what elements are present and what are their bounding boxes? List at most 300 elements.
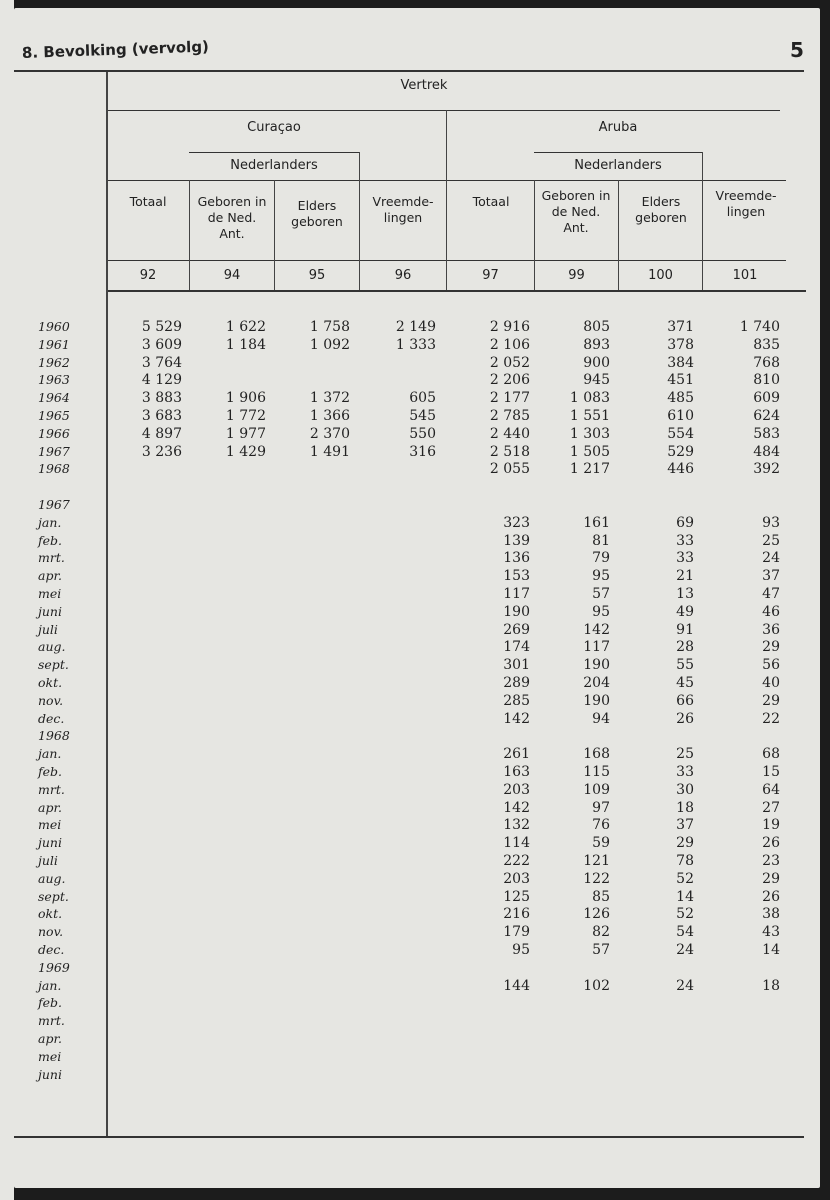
table-cell (280, 1012, 350, 1030)
row-label: jan. (38, 977, 62, 993)
table-cell: 384 (667, 354, 694, 371)
table-cell (112, 603, 182, 621)
table-row (14, 656, 820, 674)
table-cell (112, 763, 182, 781)
table-cell: 2 206 (489, 372, 530, 389)
table-cell (280, 514, 350, 532)
table-cell (112, 727, 182, 745)
row-label: 1963 (38, 372, 70, 388)
table-cell: 285 (503, 692, 530, 709)
table-cell (366, 1030, 436, 1048)
row-label: 1961 (38, 336, 70, 352)
table-cell (196, 621, 266, 639)
table-cell: 49 (676, 603, 694, 620)
table-cell: 132 (503, 817, 530, 834)
table-cell (280, 977, 350, 995)
table-cell: 91 (676, 621, 694, 638)
table-cell (280, 1048, 350, 1066)
table-cell: 18 (676, 799, 694, 816)
table-cell (280, 941, 350, 959)
table-cell (366, 763, 436, 781)
table-cell: 95 (592, 603, 610, 620)
table-cell (196, 371, 266, 389)
table-cell: 14 (762, 942, 780, 958)
table-cell (112, 799, 182, 817)
table-cell: 485 (667, 390, 694, 407)
table-cell (196, 674, 266, 692)
table-cell (540, 1012, 610, 1030)
table-row (14, 905, 820, 923)
table-cell (280, 870, 350, 888)
table-cell (710, 994, 780, 1012)
table-cell: 222 (503, 853, 530, 869)
table-cell: 900 (583, 354, 610, 371)
table-row (14, 745, 820, 763)
table-cell: 153 (503, 568, 530, 585)
table-row (14, 923, 820, 941)
table-cell (196, 941, 266, 959)
table-cell (460, 727, 530, 745)
table-cell (366, 905, 436, 923)
table-cell (112, 674, 182, 692)
row-label: 1967 (38, 443, 70, 459)
table-cell (280, 567, 350, 585)
table-cell (366, 478, 436, 496)
row-label: juli (38, 621, 58, 637)
row-label: okt. (38, 906, 63, 922)
table-cell (366, 745, 436, 763)
table-cell (196, 1048, 266, 1066)
table-cell (710, 1030, 780, 1048)
table-cell (196, 710, 266, 728)
table-cell (366, 514, 436, 532)
table-cell: 1 758 (309, 319, 350, 335)
table-cell: 2 055 (489, 461, 530, 478)
table-cell (280, 532, 350, 550)
table-cell: 43 (762, 924, 780, 941)
table-cell (112, 710, 182, 728)
table-row (14, 478, 820, 496)
table-cell: 25 (676, 746, 694, 763)
table-cell (366, 959, 436, 977)
table-cell (366, 1012, 436, 1030)
table-row (14, 549, 820, 567)
table-cell (280, 959, 350, 977)
table-cell (196, 478, 266, 496)
table-cell (280, 923, 350, 941)
table-cell (624, 727, 694, 745)
table-cell: 23 (762, 853, 780, 869)
table-cell (280, 621, 350, 639)
table-cell (710, 1048, 780, 1066)
table-cell (460, 496, 530, 514)
table-cell (112, 994, 182, 1012)
table-cell: 3 764 (141, 354, 182, 371)
document-page (14, 8, 820, 1188)
header-elders-aru: Elders geboren (635, 194, 687, 225)
table-cell (366, 638, 436, 656)
table-cell (112, 888, 182, 906)
table-cell (366, 994, 436, 1012)
table-cell: 85 (592, 888, 610, 905)
row-label: 1965 (38, 408, 70, 423)
table-cell (460, 1066, 530, 1084)
table-cell: 554 (667, 425, 694, 442)
table-cell (540, 727, 610, 745)
table-cell: 29 (762, 692, 780, 709)
table-cell: 261 (503, 746, 530, 763)
table-cell: 142 (503, 710, 530, 727)
table-cell: 1 333 (395, 336, 436, 353)
table-cell (112, 460, 182, 478)
table-cell (112, 959, 182, 977)
table-cell: 1 740 (739, 319, 780, 335)
table-cell (280, 852, 350, 870)
table-cell: 26 (762, 888, 780, 905)
row-label (38, 478, 98, 496)
table-row (14, 407, 820, 425)
table-cell: 45 (676, 675, 694, 691)
table-cell (280, 674, 350, 692)
table-row (14, 799, 820, 817)
table-cell: 19 (762, 817, 780, 834)
table-cell (196, 656, 266, 674)
table-cell: 79 (592, 550, 610, 567)
table-cell (112, 621, 182, 639)
table-cell (366, 852, 436, 870)
table-cell: 2 370 (309, 425, 350, 442)
table-cell: 1 217 (569, 461, 610, 478)
table-cell: 168 (583, 746, 610, 763)
table-cell (280, 1030, 350, 1048)
table-row (14, 1030, 820, 1048)
table-cell: 378 (667, 336, 694, 353)
table-cell (280, 354, 350, 372)
table-cell (196, 1030, 266, 1048)
table-cell (366, 656, 436, 674)
row-label: juli (38, 853, 58, 868)
table-cell: 117 (503, 586, 530, 602)
table-cell: 1 083 (569, 390, 610, 407)
table-row (14, 638, 820, 656)
table-cell (112, 692, 182, 710)
table-cell: 115 (583, 764, 610, 780)
table-cell: 5 529 (141, 319, 182, 335)
table-cell: 24 (762, 550, 780, 567)
row-label: feb. (38, 995, 62, 1011)
table-cell: 371 (667, 319, 694, 335)
table-cell: 550 (409, 425, 436, 442)
row-label: dec. (38, 942, 65, 957)
table-cell (112, 656, 182, 674)
table-cell (366, 585, 436, 603)
table-cell (196, 977, 266, 995)
table-cell: 52 (676, 870, 694, 887)
table-cell (280, 1066, 350, 1084)
table-cell: 3 609 (141, 336, 182, 353)
table-cell (196, 870, 266, 888)
table-cell (112, 1048, 182, 1066)
table-cell (366, 371, 436, 389)
table-cell (366, 816, 436, 834)
table-cell: 392 (753, 461, 780, 478)
row-label: mrt. (38, 550, 65, 566)
table-cell (112, 585, 182, 603)
table-row (14, 888, 820, 906)
table-cell (112, 834, 182, 852)
row-label: nov. (38, 924, 64, 940)
table-cell (196, 638, 266, 656)
table-cell (366, 870, 436, 888)
table-row (14, 443, 820, 461)
table-row (14, 710, 820, 728)
table-cell: 33 (676, 532, 694, 549)
table-cell: 1 622 (225, 319, 266, 335)
table-cell: 301 (503, 657, 530, 674)
table-cell: 190 (583, 657, 610, 674)
table-cell: 3 683 (141, 408, 182, 424)
table-cell: 38 (762, 906, 780, 923)
table-cell: 2 177 (489, 390, 530, 407)
table-cell (540, 496, 610, 514)
table-cell (280, 656, 350, 674)
table-cell: 3 236 (141, 443, 182, 460)
table-cell (540, 994, 610, 1012)
table-cell (112, 905, 182, 923)
table-row (14, 727, 820, 745)
col-number: 97 (482, 268, 499, 283)
table-cell (624, 1030, 694, 1048)
table-cell: 25 (762, 532, 780, 549)
table-cell (366, 532, 436, 550)
table-cell: 1 505 (569, 443, 610, 460)
header-vertrek: Vertrek (400, 78, 448, 93)
table-cell (366, 941, 436, 959)
table-cell: 190 (503, 603, 530, 620)
table-cell (112, 941, 182, 959)
table-cell: 316 (409, 443, 436, 460)
table-cell (196, 905, 266, 923)
table-cell (460, 1048, 530, 1066)
row-label: jan. (38, 514, 62, 530)
page-number: 5 (790, 38, 804, 62)
table-cell (112, 638, 182, 656)
table-cell (196, 532, 266, 550)
col-number: 95 (308, 268, 326, 283)
table-cell: 37 (676, 817, 694, 834)
table-cell: 97 (592, 799, 610, 816)
header-totaal-cur: Totaal (129, 194, 167, 209)
table-cell: 1 977 (225, 425, 266, 442)
table-cell (460, 1030, 530, 1048)
table-cell (196, 1066, 266, 1084)
row-label: mei (38, 1048, 62, 1064)
table-cell: 2 149 (395, 319, 436, 335)
table-cell (196, 959, 266, 977)
row-label: nov. (38, 692, 64, 708)
table-cell (196, 692, 266, 710)
row-label: 1968 (38, 728, 70, 744)
table-row (14, 692, 820, 710)
table-cell (366, 621, 436, 639)
table-cell: 179 (503, 924, 530, 941)
table-cell: 54 (676, 924, 694, 941)
table-row (14, 870, 820, 888)
header-geboren-aru: Geboren in de Ned. Ant. (541, 188, 611, 235)
table-row (14, 354, 820, 372)
table-cell (624, 1048, 694, 1066)
table-cell: 545 (409, 408, 436, 424)
table-cell (112, 816, 182, 834)
table-cell: 142 (503, 799, 530, 816)
table-cell: 125 (503, 888, 530, 905)
table-cell: 52 (676, 906, 694, 923)
table-cell (366, 781, 436, 799)
table-cell (196, 727, 266, 745)
table-cell (280, 888, 350, 906)
table-cell: 269 (503, 621, 530, 638)
table-cell (366, 834, 436, 852)
table-cell (112, 496, 182, 514)
table-cell: 835 (753, 336, 780, 353)
table-cell: 446 (667, 461, 694, 478)
table-cell (280, 727, 350, 745)
table-cell (196, 834, 266, 852)
table-cell: 139 (503, 532, 530, 549)
table-cell: 26 (762, 835, 780, 852)
table-cell (196, 799, 266, 817)
table-cell (280, 496, 350, 514)
table-cell (112, 977, 182, 995)
table-cell (196, 514, 266, 532)
table-cell: 451 (667, 372, 694, 389)
header-nederlanders-cur: Nederlanders (230, 158, 318, 173)
table-cell (196, 585, 266, 603)
table-cell: 93 (762, 514, 780, 531)
table-cell (366, 460, 436, 478)
table-cell (366, 710, 436, 728)
table-cell: 1 092 (309, 336, 350, 353)
table-cell: 114 (503, 835, 530, 852)
table-cell (624, 1066, 694, 1084)
table-row (14, 1066, 820, 1084)
row-label: feb. (38, 764, 62, 779)
row-label: 1969 (38, 959, 70, 975)
table-cell (366, 496, 436, 514)
table-row (14, 674, 820, 692)
table-cell: 109 (583, 781, 610, 798)
table-cell (196, 888, 266, 906)
row-label: 1967 (38, 497, 70, 512)
table-row (14, 585, 820, 603)
table-cell (624, 496, 694, 514)
top-rule (14, 70, 804, 72)
table-row (14, 941, 820, 959)
header-geboren-cur: Geboren in de Ned. Ant. (197, 194, 267, 241)
table-cell (280, 710, 350, 728)
row-label: 1962 (38, 354, 70, 370)
table-cell: 1 366 (309, 408, 350, 424)
table-cell (280, 585, 350, 603)
row-label: mrt. (38, 781, 65, 797)
table-cell (460, 478, 530, 496)
row-label: juni (38, 603, 62, 619)
table-cell (710, 1066, 780, 1084)
table-row (14, 514, 820, 532)
table-cell (280, 603, 350, 621)
table-cell: 94 (592, 710, 610, 727)
table-cell (112, 1030, 182, 1048)
table-cell (366, 674, 436, 692)
table-cell: 2 785 (489, 408, 530, 424)
table-row (14, 389, 820, 407)
table-cell: 161 (583, 514, 610, 531)
table-row (14, 460, 820, 478)
table-cell: 68 (762, 746, 780, 763)
table-cell: 15 (762, 764, 780, 780)
table-cell (366, 977, 436, 995)
table-cell: 2 052 (489, 354, 530, 371)
table-cell: 24 (676, 977, 694, 994)
table-cell (366, 603, 436, 621)
table-cell (460, 959, 530, 977)
table-cell: 605 (409, 390, 436, 407)
table-cell (196, 781, 266, 799)
table-cell (112, 852, 182, 870)
table-cell: 37 (762, 568, 780, 585)
table-cell (112, 1012, 182, 1030)
row-label: apr. (38, 799, 63, 815)
row-label: apr. (38, 568, 63, 584)
table-cell: 1 429 (225, 443, 266, 460)
table-cell (196, 567, 266, 585)
table-cell: 583 (753, 425, 780, 442)
table-cell (366, 727, 436, 745)
row-label: aug. (38, 870, 66, 886)
table-cell (540, 959, 610, 977)
table-cell: 22 (762, 710, 780, 727)
table-row (14, 567, 820, 585)
header-vreemdelingen-aru: Vreemde-lingen (715, 188, 777, 219)
table-cell: 95 (592, 568, 610, 585)
table-cell (624, 478, 694, 496)
table-cell: 163 (503, 764, 530, 780)
table-cell (112, 870, 182, 888)
table-cell: 1 372 (309, 390, 350, 407)
table-cell: 57 (592, 586, 610, 602)
col-number: 96 (394, 268, 412, 283)
table-cell (196, 923, 266, 941)
table-cell (366, 1048, 436, 1066)
table-cell: 2 518 (489, 443, 530, 460)
table-cell: 29 (762, 639, 780, 656)
col-number: 101 (732, 268, 758, 283)
table-cell: 1 491 (309, 443, 350, 460)
row-label: dec. (38, 710, 65, 726)
table-cell (460, 994, 530, 1012)
table-cell: 190 (583, 692, 610, 709)
table-cell (280, 994, 350, 1012)
table-cell: 102 (583, 977, 610, 994)
table-cell (112, 923, 182, 941)
section-title: 8. Bevolking (vervolg) (21, 37, 210, 62)
table-cell: 1 551 (569, 408, 610, 424)
table-cell (280, 371, 350, 389)
table-cell (196, 994, 266, 1012)
table-cell (112, 514, 182, 532)
table-cell: 216 (503, 906, 530, 923)
table-cell (196, 816, 266, 834)
